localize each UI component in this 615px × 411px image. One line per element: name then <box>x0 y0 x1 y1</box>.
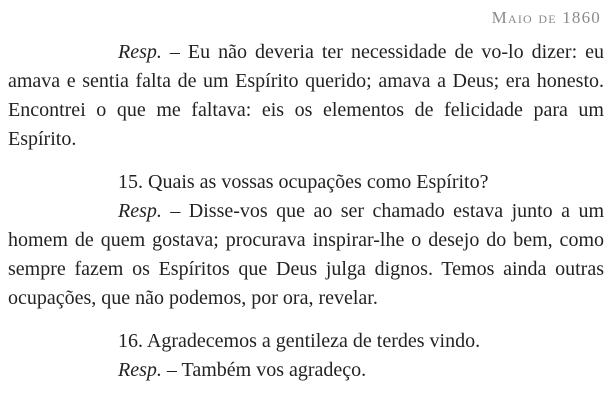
answer-text: – Também vos agradeço. <box>166 359 367 381</box>
answer-paragraph <box>8 38 604 154</box>
question-text: 15. Quais as vossas ocupações como Espírito? <box>118 171 489 193</box>
answer-paragraph <box>8 197 604 313</box>
question-text: 16. Agradecemos a gentileza de terdes vindo. <box>118 330 481 352</box>
running-header: Maio de 1860 <box>491 8 601 27</box>
resp-label: Resp. <box>118 359 162 381</box>
question-paragraph <box>8 327 604 356</box>
answer-text: – Disse-vos que ao ser chamado estava junto a um homem de quem gostava; procurava inspirar-lhe o desejo do bem, como sempre fazem os Espíritos que Deus julga dignos. Temos ainda outras ocupações, que não podemos, por ora, revelar. <box>8 200 605 309</box>
page-body <box>8 38 604 385</box>
paragraph-gap <box>8 154 604 168</box>
paragraph-gap <box>8 313 604 327</box>
answer-text: – Eu não deveria ter necessidade de vo-lo dizer: eu amava e sentia falta de um Espírito querido; amava a Deus; era honesto. Encontrei o que me faltava: eis os elementos de felicidade para um Espírito. <box>8 41 605 150</box>
answer-paragraph <box>8 356 604 385</box>
resp-label: Resp. <box>118 41 162 63</box>
resp-label: Resp. <box>118 200 162 222</box>
question-paragraph <box>8 168 604 197</box>
